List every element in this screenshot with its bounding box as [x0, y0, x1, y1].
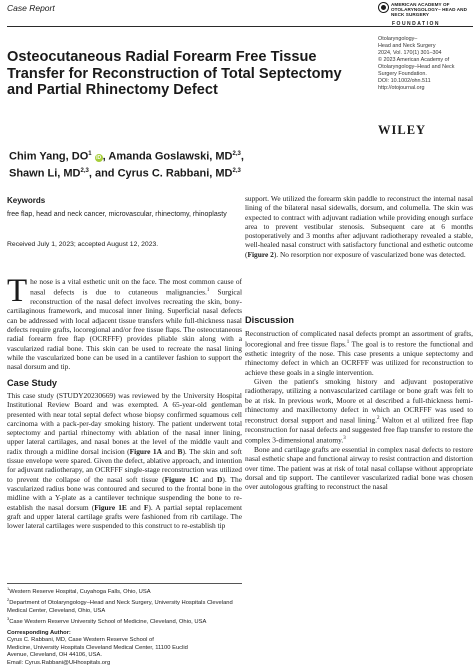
- author-name: Chim Yang, DO: [9, 150, 89, 163]
- case-study-paragraph: This case study (STUDY20230669) was reviewed by the University Hospital Institutional Review Board and was exempted. A 65-year-old gentleman presented with near total septal defect whose biopsy confirmed squamous cell carcinoma with a pack-per-day smoking history. The patient underwent total septectomy and partial rhinectomy with ablation of the nasal inner lining, upper lateral cartilages, and nasal bones at the level of the middle vault and radix through a midline dorsal incision (Figure 1A and B). The skin and soft tissue envelope were spared. Given the defect, ablative approach, and intention for adjuvant radiotherapy, an OCRFFF single-stage reconstruction was utilized to prevent the collapse of the nasal soft tissue (Figure 1C and D). The vascularized radius bone was contoured and secured to the frontal bone in the midline with a Y-plate as a cantilever technique suspending the bone to re-establish the nasal dorsum (Figure 1E and F). A partial septal replacement graft and upper lateral cartilage grafts were fashioned from rib cartilage. The lower lateral cartilages were suspended to this construct to re-establish tip: [7, 391, 243, 531]
- section-label: Case Report: [7, 3, 55, 13]
- author-name: Shawn Li, MD: [9, 168, 81, 181]
- society-emblem-icon: [378, 2, 389, 13]
- figure-ref[interactable]: Figure 1C: [164, 474, 199, 484]
- figure-ref[interactable]: F: [143, 502, 149, 512]
- email-link[interactable]: Email: Cyrus.Rabbani@UHhospitals.org: [7, 659, 111, 666]
- society-name: AMERICAN ACADEMY OF OTOLARYNGOLOGY– HEAD AND NECK SURGERY: [391, 2, 467, 18]
- affiliation: Case Western Reserve University School of Medicine, Cleveland, Ohio, USA: [9, 618, 207, 625]
- journal-line: Head and Neck Surgery: [378, 43, 436, 49]
- author-affil: 2,3: [232, 151, 241, 157]
- figure-ref[interactable]: Figure 1E: [94, 502, 127, 512]
- figure-ref[interactable]: Figure 2: [247, 249, 274, 259]
- keywords-heading: Keywords: [7, 196, 46, 205]
- figure-ref[interactable]: D: [217, 474, 223, 484]
- citation-ref[interactable]: 1: [346, 340, 350, 346]
- society-foundation: FOUNDATION: [392, 21, 440, 27]
- received-dates: Received July 1, 2023; accepted August 12, 2023.: [7, 241, 159, 248]
- discussion-paragraph: Bone and cartilage grafts are essential in complex nasal defects to restore nasal esthetic shape and functional airway to resist contraction and distortion over time. The patient was at risk of total nasal collapse without appropriate dorsal and tip support. The cantilever vascularized radial bone was chosen over autologous grafting to reconstruct the nasal: [245, 444, 473, 492]
- author-list: Chim Yang, $DO^1$ iD , Amanda Goslawski, MD$^{2,3}$, Shawn Li, MD$^{2,3}$, and Cyrus C. Rabbani, MD$^{2,3}$: [9, 150, 244, 181]
- journal-info: [378, 36, 472, 92]
- case-study-heading: Case Study: [7, 378, 58, 388]
- figure-ref[interactable]: Figure 1A: [129, 446, 162, 456]
- author-affil: 1: [88, 151, 92, 157]
- keywords-text: free flap, head and neck cancer, microvascular, rhinectomy, rhinoplasty: [7, 211, 227, 218]
- orcid-icon[interactable]: iD: [96, 154, 102, 161]
- discussion-text: [245, 329, 473, 491]
- citation-ref[interactable]: 3: [343, 436, 346, 442]
- discussion-heading: Discussion: [245, 315, 295, 325]
- affiliations: $^1$Western Reserve Hospital, Cuyahoga Falls, Ohio, USA $^2$Department of Otolaryngology–Head and Neck Surgery, University Hospitals Cleveland Medical Center, Cleveland, Ohio, USA $^3$Case Western Reserve University School of Medicine, Cleveland, Ohio, USA: [7, 586, 233, 625]
- intro-paragraph: The nose is a vital esthetic unit on the face. The most common cause of nasal defects is due to cutaneous malignancies.$^1$ Surgical reconstruction of the nasal defect involves recreating the skin, bony-cartilaginous framework, and mucosal inner lining. Superficial nasal defects can be addressed with local adjacent tissue transfers while full-thickness nasal defects require grafts, locoregional and/or free tissue flaps. The osteocutaneous radial forearm free flap (OCRFFF) provides pliable skin along with a vascularized radial bone. This skin can be used to recreate the nasal lining while the vascularized bone can be used in a cantilever fashion to support the nasal dorsum and tip.: [7, 273, 242, 372]
- journal-line: © 2023 American Academy of: [378, 57, 450, 63]
- footnote-rule: [7, 583, 242, 584]
- journal-line: 2024, Vol. 170(1) 301–304: [378, 50, 442, 56]
- corresponding-heading: Corresponding Author:: [7, 630, 71, 636]
- author-affil: 2,3: [232, 168, 241, 175]
- drop-cap: T: [7, 273, 28, 309]
- author-affil: 2,3: [80, 168, 89, 175]
- citation-ref[interactable]: 2: [376, 416, 380, 422]
- author-name: Amanda Goslawski, MD: [108, 150, 233, 163]
- article-title: Osteocutaneous Radial Forearm Free Tissue Transfer for Reconstruction of Total Septectomy and Partial Rhinectomy Defect: [7, 49, 342, 98]
- discussion-paragraph: Given the patient's smoking history and adjuvant postoperative radiotherapy, utilizing a nonvascularized cartilage or bone graft was felt to be at risk. In previous work, Moore et al described a full-thickness hemi-rhinectomy and maxillectomy defect in which an OCRFFF was used to reconstruct dorsal support and nasal lining.$^2$ Walton et al utilized free flap reconstruction for nasal defects and suggested free flap transfer to restore the complex 3-dimensional anatomy.$^3$: [245, 376, 473, 445]
- affiliation: Western Reserve Hospital, Cuyahoga Falls, Ohio, USA: [9, 588, 151, 595]
- journal-line: Otolaryngology–: [378, 36, 418, 42]
- corresponding-author: Corresponding Author: Cyrus C. Rabbani, MD, Case Western Reserve School of Medicine, University Hospitals Cleveland Medical Center, 11100 Euclid Avenue, Cleveland, OH 44106, USA. Email: Cyrus.Rabbani@UHhospitals.org: [7, 630, 242, 667]
- discussion-paragraph: Reconstruction of complicated nasal defects prompt an assortment of grafts, locoregional and free tissue flaps.$^1$ The goal is to restore the functional and esthetic integrity of the nose. This case presents a unique septectomy and rhinectomy defect in which an OCRFFF was utilized for reconstruction to achieve these goals in a single intervention.: [245, 329, 473, 377]
- affiliation: Department of Otolaryngology–Head and Neck Surgery, University Hospitals Cleveland Medical Center, Cleveland, Ohio, USA: [7, 600, 233, 614]
- citation-ref[interactable]: 1: [206, 288, 210, 294]
- case-study-continued: support. We utilized the forearm skin paddle to reconstruct the internal nasal lining of the bilateral nasal sidewalls, dorsum, and columella. The skin was expected to contract with adjuvant radiation while providing enough surface area to prevent vestibular stenosis. Subsequent care at 6 months postoperatively and 3 months after adjuvant radiotherapy revealed a stable, well-healed nasal construct with satisfactory functional and esthetic outcome (Figure 2). No resorption nor exposure of vascularized bone was detected.: [245, 194, 473, 259]
- journal-line: Otolaryngology–Head and Neck: [378, 64, 455, 70]
- header-rule: [7, 26, 473, 27]
- publisher-logo: WILEY: [378, 123, 427, 137]
- doi-link[interactable]: DOI: 10.1002/ohn.511: [378, 78, 431, 84]
- figure-ref[interactable]: B: [177, 446, 183, 456]
- author-name: and Cyrus C. Rabbani, MD: [94, 168, 233, 181]
- journal-url-link[interactable]: http://otojournal.org: [378, 85, 425, 91]
- journal-line: Surgery Foundation.: [378, 71, 427, 77]
